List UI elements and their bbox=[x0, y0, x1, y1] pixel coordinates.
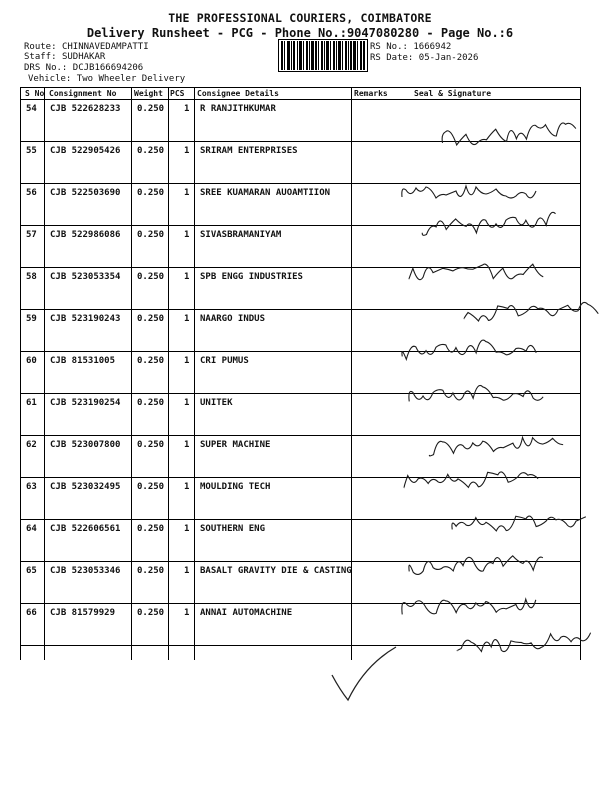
row-weight: 0.250 bbox=[137, 314, 165, 324]
row-sno: 59 bbox=[26, 314, 37, 324]
row-pcs: 1 bbox=[184, 398, 190, 408]
vehicle-line bbox=[28, 74, 185, 85]
handwritten-signature bbox=[447, 502, 598, 541]
handwritten-signature bbox=[397, 329, 548, 368]
row-weight: 0.250 bbox=[137, 104, 165, 114]
row-pcs: 1 bbox=[184, 272, 190, 282]
row-weight: 0.250 bbox=[137, 398, 165, 408]
rs-no-line bbox=[370, 42, 451, 53]
route-value: CHINNAVEDAMPATTI bbox=[61, 42, 149, 52]
row-consignee: SOUTHERN ENG bbox=[200, 524, 266, 534]
row-weight: 0.250 bbox=[137, 440, 165, 450]
row-weight: 0.250 bbox=[137, 146, 165, 156]
row-consignment-no: CJB 522628233 bbox=[50, 104, 121, 114]
row-consignee: SPB ENGG INDUSTRIES bbox=[200, 272, 303, 282]
row-consignee: BASALT GRAVITY DIE & CASTING bbox=[200, 566, 352, 576]
row-consignment-no: CJB 81579929 bbox=[50, 608, 116, 618]
row-pcs: 1 bbox=[184, 230, 190, 240]
handwritten-signature bbox=[459, 289, 600, 331]
row-pcs: 1 bbox=[184, 482, 190, 492]
row-sno: 61 bbox=[26, 398, 37, 408]
row-weight: 0.250 bbox=[137, 272, 165, 282]
staff-value: SUDHAKAR bbox=[61, 52, 106, 62]
barcode bbox=[278, 39, 368, 72]
rs-date-value: 05-Jan-2026 bbox=[418, 53, 479, 63]
row-sno: 58 bbox=[26, 272, 37, 282]
row-sno: 64 bbox=[26, 524, 37, 534]
drs-label: DRS No.: bbox=[24, 63, 68, 73]
row-consignee: NAARGO INDUS bbox=[200, 314, 266, 324]
row-weight: 0.250 bbox=[137, 608, 165, 618]
row-pcs: 1 bbox=[184, 524, 190, 534]
company-title: THE PROFESSIONAL COURIERS, COIMBATORE bbox=[168, 11, 432, 25]
row-consignee: R RANJITHKUMAR bbox=[200, 104, 276, 114]
vehicle-value: Two Wheeler Delivery bbox=[76, 74, 186, 84]
col-sno: S No bbox=[25, 89, 45, 98]
rs-date-label: RS Date: bbox=[370, 53, 414, 63]
row-sno: 54 bbox=[26, 104, 37, 114]
col-consignee: Consignee Details bbox=[197, 89, 279, 98]
row-consignee: SUPER MACHINE bbox=[200, 440, 271, 450]
row-consignee: SREE KUAMARAN AUOAMTIION bbox=[200, 188, 331, 198]
handwritten-signature bbox=[404, 544, 555, 583]
col-seal-signature: Seal & Signature bbox=[414, 89, 492, 98]
row-consignee: ANNAI AUTOMACHINE bbox=[200, 608, 293, 618]
row-consignment-no: CJB 523007800 bbox=[50, 440, 121, 450]
row-sno: 55 bbox=[26, 146, 37, 156]
row-pcs: 1 bbox=[184, 440, 190, 450]
row-consignment-no: CJB 522606561 bbox=[50, 524, 121, 534]
staff-line bbox=[24, 52, 105, 63]
row-pcs: 1 bbox=[184, 146, 190, 156]
row-consignment-no: CJB 523190243 bbox=[50, 314, 121, 324]
row-pcs: 1 bbox=[184, 314, 190, 324]
row-weight: 0.250 bbox=[137, 230, 165, 240]
col-weight: Weight bbox=[134, 89, 163, 98]
row-sno: 57 bbox=[26, 230, 37, 240]
row-pcs: 1 bbox=[184, 566, 190, 576]
handwritten-signature bbox=[404, 374, 555, 413]
route-label: Route: bbox=[24, 42, 57, 52]
row-weight: 0.250 bbox=[137, 188, 165, 198]
row-sno: 63 bbox=[26, 482, 37, 492]
row-sno: 65 bbox=[26, 566, 37, 576]
rs-no-value: 1666942 bbox=[413, 42, 452, 52]
row-pcs: 1 bbox=[184, 608, 190, 618]
row-sno: 56 bbox=[26, 188, 37, 198]
row-consignment-no: CJB 523053354 bbox=[50, 272, 121, 282]
handwritten-signature bbox=[404, 251, 555, 290]
row-sno: 62 bbox=[26, 440, 37, 450]
row-consignment-no: CJB 523053346 bbox=[50, 566, 121, 576]
row-consignment-no: CJB 523190254 bbox=[50, 398, 121, 408]
row-pcs: 1 bbox=[184, 188, 190, 198]
staff-label: Staff: bbox=[24, 52, 57, 62]
row-weight: 0.250 bbox=[137, 524, 165, 534]
rs-date-line bbox=[370, 53, 478, 64]
row-pcs: 1 bbox=[184, 356, 190, 366]
row-weight: 0.250 bbox=[137, 566, 165, 576]
row-consignment-no: CJB 522986086 bbox=[50, 230, 121, 240]
vehicle-label: Vehicle: bbox=[28, 74, 72, 84]
drs-line bbox=[24, 63, 143, 74]
row-consignment-no: CJB 81531005 bbox=[50, 356, 116, 366]
handwritten-signature bbox=[398, 175, 548, 209]
row-sno: 66 bbox=[26, 608, 37, 618]
handwritten-signature bbox=[397, 587, 548, 626]
row-pcs: 1 bbox=[184, 104, 190, 114]
col-consignment: Consignment No bbox=[49, 89, 117, 98]
rs-no-label: RS No.: bbox=[370, 42, 408, 52]
drs-value: DCJB166694206 bbox=[72, 63, 144, 73]
col-divider bbox=[580, 87, 581, 660]
row-consignee: SRIRAM ENTERPRISES bbox=[200, 146, 298, 156]
row-weight: 0.250 bbox=[137, 482, 165, 492]
col-pcs: PCS bbox=[170, 89, 185, 98]
handwritten-signature bbox=[452, 621, 600, 663]
row-consignment-no: CJB 522503690 bbox=[50, 188, 121, 198]
row-consignee: UNITEK bbox=[200, 398, 233, 408]
row-consignee: CRI PUMUS bbox=[200, 356, 249, 366]
checkmark-icon bbox=[330, 645, 400, 705]
row-weight: 0.250 bbox=[137, 356, 165, 366]
row-consignee: SIVASBRAMANIYAM bbox=[200, 230, 282, 240]
row-sno: 60 bbox=[26, 356, 37, 366]
row-consignment-no: CJB 522905426 bbox=[50, 146, 121, 156]
runsheet-subtitle: Delivery Runsheet - PCG - Phone No.:9047080280 - Page No.:6 bbox=[86, 26, 514, 40]
col-remarks: Remarks bbox=[354, 89, 388, 98]
row-consignee: MOULDING TECH bbox=[200, 482, 271, 492]
row-consignment-no: CJB 523032495 bbox=[50, 482, 121, 492]
